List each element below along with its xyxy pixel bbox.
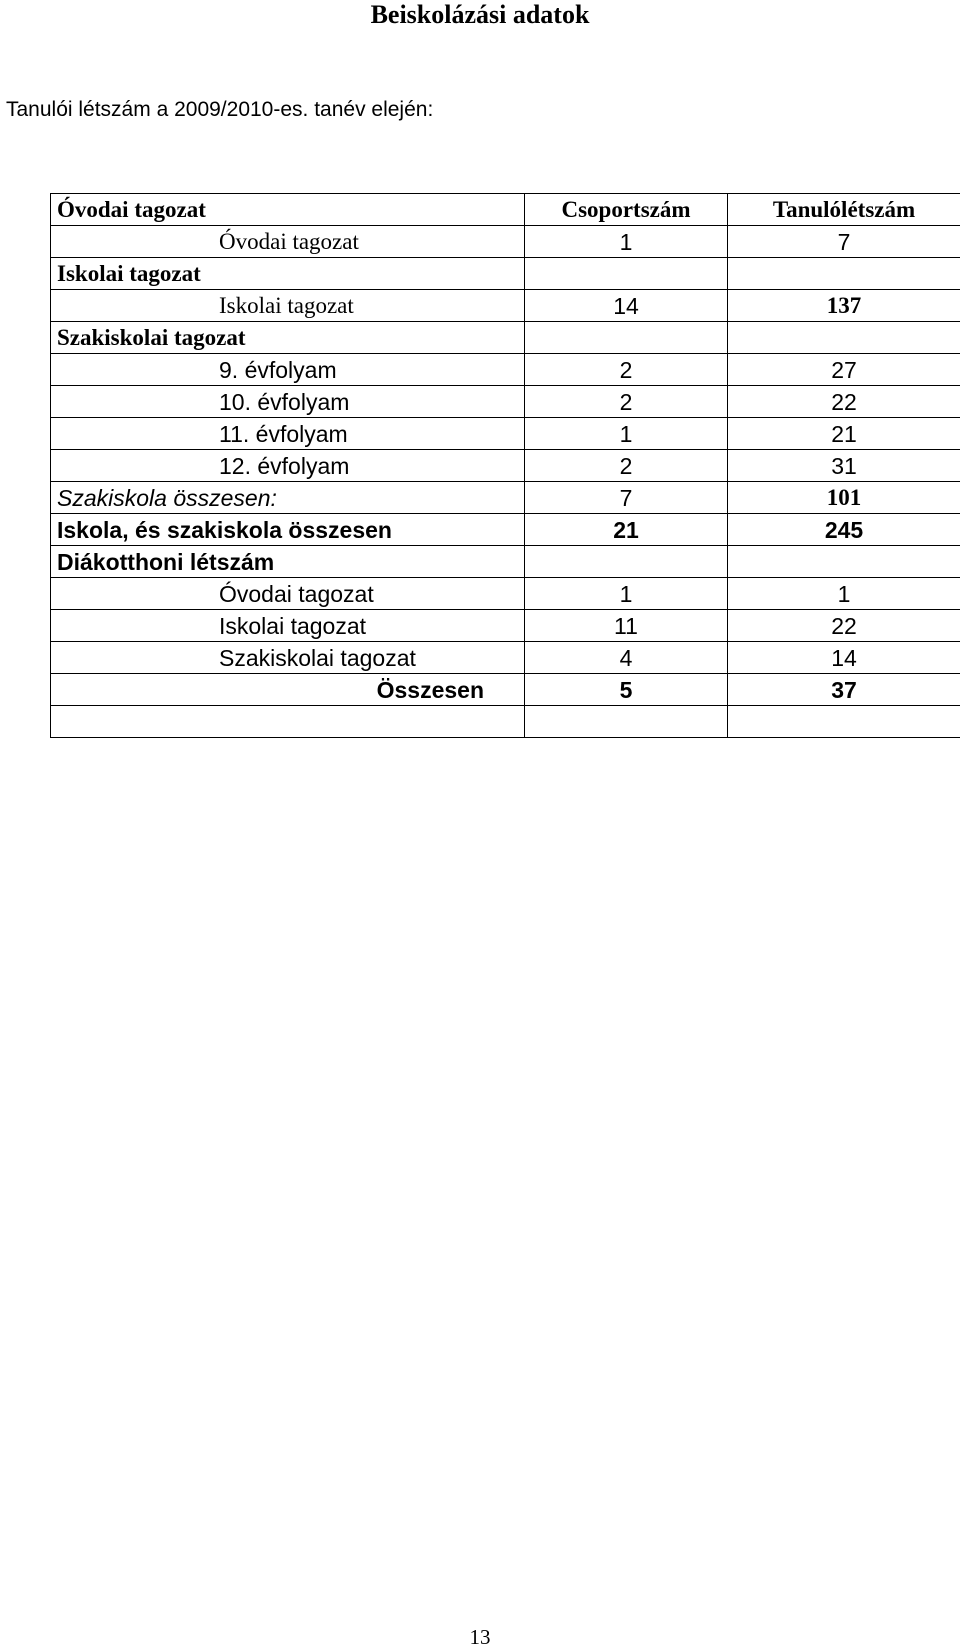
table-empty-row: [51, 706, 960, 738]
total-label: Összesen: [51, 674, 525, 706]
empty-cell: [525, 706, 728, 738]
row-students: 22: [728, 386, 960, 418]
row-label: Szakiskolai tagozat: [51, 642, 525, 674]
row-groups: [525, 322, 728, 354]
row-groups: 1: [525, 418, 728, 450]
header-cell-groups: Csoportszám: [525, 194, 728, 226]
row-label: 10. évfolyam: [51, 386, 525, 418]
header-cell-students: Tanulólétszám: [728, 194, 960, 226]
row-label: Óvodai tagozat: [51, 226, 525, 258]
table-row: [51, 226, 960, 258]
row-students: 22: [728, 610, 960, 642]
enrollment-table: [50, 193, 960, 738]
row-students: [728, 322, 960, 354]
subtotal-label: Szakiskola összesen:: [51, 482, 525, 514]
table-subtotal-row: [51, 482, 960, 514]
table-section-row: [51, 546, 960, 578]
table-row: [51, 354, 960, 386]
row-students: 21: [728, 418, 960, 450]
section-label: Iskolai tagozat: [51, 258, 525, 290]
row-groups: 4: [525, 642, 728, 674]
row-students: 245: [728, 514, 960, 546]
row-groups: 11: [525, 610, 728, 642]
row-label: Óvodai tagozat: [51, 578, 525, 610]
row-students: 27: [728, 354, 960, 386]
row-groups: 2: [525, 386, 728, 418]
row-groups: [525, 258, 728, 290]
row-students: [728, 258, 960, 290]
row-groups: [525, 546, 728, 578]
row-label: Iskolai tagozat: [51, 610, 525, 642]
row-students: 37: [728, 674, 960, 706]
table-row: [51, 578, 960, 610]
row-groups: 7: [525, 482, 728, 514]
row-students: 1: [728, 578, 960, 610]
row-label: 9. évfolyam: [51, 354, 525, 386]
row-students: 31: [728, 450, 960, 482]
row-students: 137: [728, 290, 960, 322]
table-total-row: [51, 674, 960, 706]
row-groups: 14: [525, 290, 728, 322]
table-row: [51, 450, 960, 482]
table-section-row: [51, 322, 960, 354]
row-students: 7: [728, 226, 960, 258]
table-total-row: [51, 514, 960, 546]
subtitle: Tanulói létszám a 2009/2010-es. tanév elején:: [6, 98, 434, 121]
section-label: Diákotthoni létszám: [51, 546, 525, 578]
table-row: [51, 418, 960, 450]
header-cell-section: Óvodai tagozat: [51, 194, 525, 226]
table-row: [51, 610, 960, 642]
table-header-row: [51, 194, 960, 226]
row-groups: 1: [525, 226, 728, 258]
table-section-row: [51, 258, 960, 290]
row-label: Iskolai tagozat: [51, 290, 525, 322]
row-groups: 1: [525, 578, 728, 610]
page-title: Beiskolázási adatok: [370, 0, 590, 29]
empty-cell: [51, 706, 525, 738]
row-groups: 2: [525, 450, 728, 482]
row-groups: 2: [525, 354, 728, 386]
row-label: 11. évfolyam: [51, 418, 525, 450]
row-students: 14: [728, 642, 960, 674]
page-number: 13: [469, 1625, 491, 1649]
total-label: Iskola, és szakiskola összesen: [51, 514, 525, 546]
table-row: [51, 386, 960, 418]
section-label: Szakiskolai tagozat: [51, 322, 525, 354]
row-groups: 5: [525, 674, 728, 706]
table-row: [51, 290, 960, 322]
row-students: 101: [728, 482, 960, 514]
empty-cell: [728, 706, 960, 738]
row-students: [728, 546, 960, 578]
row-groups: 21: [525, 514, 728, 546]
table-row: [51, 642, 960, 674]
row-label: 12. évfolyam: [51, 450, 525, 482]
